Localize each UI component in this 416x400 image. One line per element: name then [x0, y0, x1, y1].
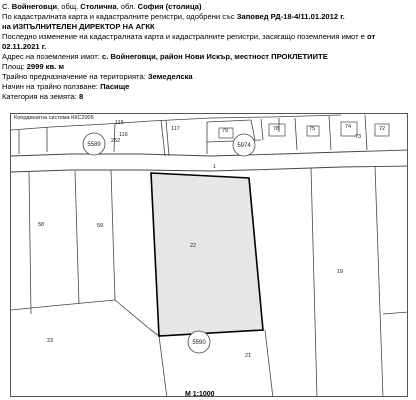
last-change-date: от 02.11.2021 г.	[2, 32, 376, 52]
parcel-line	[311, 168, 317, 397]
approval-authority: на ИЗПЪЛНИТЕЛЕН ДИРЕКТОР НА АГКК	[2, 22, 155, 32]
area-value: 2999 кв. м	[26, 62, 64, 72]
parcel-label-59: 59	[97, 223, 104, 229]
map-canvas	[11, 114, 408, 397]
district-name: София (столица)	[137, 2, 202, 11]
parcel-line	[111, 170, 115, 300]
parcel-line	[161, 120, 165, 156]
parcel-label-79: 79	[222, 128, 229, 134]
location-prefix: С.	[2, 2, 12, 11]
parcel-label-116: 116	[119, 132, 128, 138]
parcel-line	[166, 120, 169, 156]
location-line	[2, 2, 414, 12]
parcel-label-19: 19	[337, 269, 344, 275]
land-purpose-label: Трайно предназначение на територията:	[2, 72, 148, 82]
road-label: 1	[213, 164, 217, 170]
parcel-line	[265, 330, 273, 397]
parcel-line	[375, 166, 383, 397]
municipality-name: Столична	[80, 2, 117, 11]
parcel-label-22: 22	[190, 243, 197, 249]
parcel-label-23: 23	[47, 338, 54, 344]
village-name: Войнеговци	[11, 2, 58, 11]
area-label: Площ:	[2, 62, 27, 72]
parcel-label-21: 21	[245, 353, 252, 359]
approval-line	[2, 12, 414, 22]
parcel-line	[329, 116, 331, 150]
land-category-value: 8	[78, 92, 84, 102]
land-purpose-value: Земеделска	[147, 72, 193, 82]
land-category-line	[2, 92, 414, 102]
sheet-marker-5590	[188, 331, 210, 353]
road-edge-north	[11, 150, 408, 156]
sheet-number-5589: 5589	[87, 142, 101, 148]
parcel-line	[383, 312, 408, 314]
address-line	[2, 52, 414, 62]
sheet-marker-5589	[83, 133, 105, 155]
last-change-line	[2, 32, 414, 52]
parcel-label-72: 72	[379, 126, 386, 132]
sheet-marker-5974	[233, 134, 255, 156]
parcel-label-117: 117	[171, 126, 180, 132]
parcel-line	[29, 172, 31, 314]
parcel-line	[11, 300, 159, 336]
municipality-prefix: , общ.	[57, 2, 81, 11]
parcel-line	[365, 115, 367, 150]
land-category-label: Категория на земята:	[2, 92, 79, 102]
area-line	[2, 62, 414, 72]
approval-order: Заповед РД-18-4/11.01.2012 г.	[236, 12, 345, 22]
upper-parcel-lines	[11, 115, 367, 156]
address-value: с. Войнеговци, район Нови Искър, местност ПРОКЛЕТИИТЕ	[102, 52, 328, 62]
cadastral-map	[10, 113, 408, 397]
parcel-label-262: 262	[111, 138, 121, 144]
land-use-label: Начин на трайно ползване:	[2, 82, 101, 92]
parcel-line	[75, 171, 79, 304]
parcel-line	[207, 120, 251, 122]
district-prefix: , обл.	[116, 2, 138, 11]
upper-boundary-right	[211, 115, 341, 118]
parcel-label-73: 73	[355, 134, 362, 140]
address-label: Адрес на поземления имот:	[2, 52, 102, 62]
parcel-line	[261, 119, 263, 140]
land-use-line	[2, 82, 414, 92]
map-scale: М 1:1000	[185, 391, 215, 398]
subject-parcel	[151, 173, 263, 336]
sheet-number-5974: 5974	[237, 143, 251, 149]
last-change-text: Последно изменение на кадастралната карта и кадастралните регистри, засягащо поземления имот е	[2, 32, 368, 42]
land-use-value: Пасище	[100, 82, 130, 92]
parcel-label-115: 115	[115, 120, 124, 126]
parcel-label-75: 75	[309, 126, 316, 132]
road-edge-south	[11, 166, 408, 172]
land-purpose-line	[2, 72, 414, 82]
parcel-label-78: 78	[273, 126, 280, 132]
road	[11, 150, 408, 172]
property-info-header	[2, 2, 414, 102]
coordinate-system-caption: Координатна система ККС2005	[14, 115, 94, 121]
approval-text: По кадастралната карта и кадастралните регистри, одобрени със	[2, 12, 237, 22]
parcel-label-58: 58	[38, 222, 45, 228]
parcel-label-74: 74	[345, 124, 352, 130]
parcel-line	[295, 118, 297, 150]
parcel-line	[159, 336, 167, 397]
sheet-number-5590: 5590	[192, 340, 206, 346]
